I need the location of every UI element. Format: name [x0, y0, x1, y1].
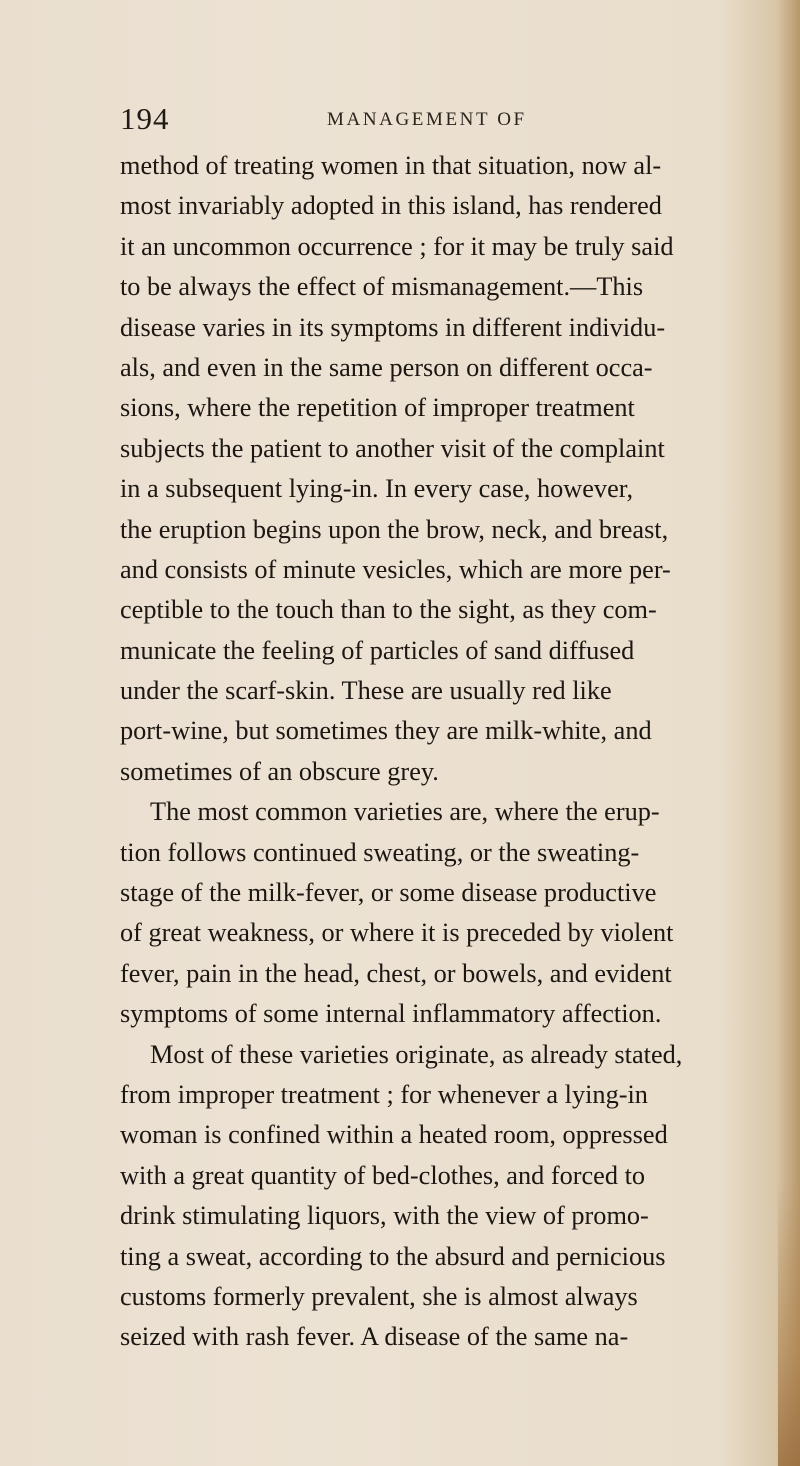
page-number: 194 — [120, 101, 170, 136]
text-line: method of treating women in that situation, now al- — [120, 151, 662, 180]
text-line: port-wine, but sometimes they are milk-white, and — [120, 716, 652, 746]
text-line: symptoms of some internal inflammatory affection. — [120, 999, 662, 1029]
text-line: ting a sweat, according to the absurd and pernicious — [120, 1241, 666, 1271]
text-line: subjects the patient to another visit of the complaint — [120, 433, 665, 463]
text-line: in a subsequent lying-in. In every case, however, — [120, 474, 634, 504]
paragraph-start-line: Most of these varieties originate, as already stated, — [150, 1039, 683, 1069]
text-line: woman is confined within a heated room, oppressed — [120, 1120, 668, 1150]
text-line: customs formerly prevalent, she is almost always — [120, 1281, 638, 1311]
text-line: sometimes of an obscure grey. — [120, 756, 439, 786]
text-line: with a great quantity of bed-clothes, and forced to — [120, 1160, 646, 1190]
body-text — [120, 146, 790, 1358]
text-line: fever, pain in the head, chest, or bowels, and evident — [120, 958, 672, 988]
text-line: sions, where the repetition of improper treatment — [120, 393, 635, 423]
text-line: from improper treatment ; for whenever a lying-in — [120, 1079, 648, 1109]
text-line: to be always the effect of mismanagement.—This — [120, 272, 644, 302]
text-line: stage of the milk-fever, or some disease productive — [120, 878, 657, 908]
paragraph-start-line: The most common varieties are, where the erup- — [150, 797, 660, 827]
text-line: under the scarf-skin. These are usually red like — [120, 676, 612, 706]
text-line: drink stimulating liquors, with the view of promo- — [120, 1201, 649, 1231]
text-line: als, and even in the same person on different occa- — [120, 352, 653, 382]
page-header — [120, 101, 720, 141]
text-line: of great weakness, or where it is preceded by violent — [120, 918, 674, 948]
text-line: tion follows continued sweating, or the sweating- — [120, 837, 640, 867]
text-line: it an uncommon occurrence ; for it may be truly said — [120, 231, 674, 261]
text-line: municate the feeling of particles of sand diffused — [120, 635, 635, 665]
text-line: and consists of minute vesicles, which are more per- — [120, 554, 671, 584]
text-line: most invariably adopted in this island, has rendered — [120, 191, 662, 221]
text-line: disease varies in its symptoms in different individu- — [120, 312, 666, 342]
text-line: ceptible to the touch than to the sight, as they com- — [120, 595, 657, 625]
text-line: the eruption begins upon the brow, neck, and breast, — [120, 514, 669, 544]
running-head: MANAGEMENT OF — [327, 109, 527, 130]
text-line: seized with rash fever. A disease of the same na- — [120, 1322, 629, 1352]
